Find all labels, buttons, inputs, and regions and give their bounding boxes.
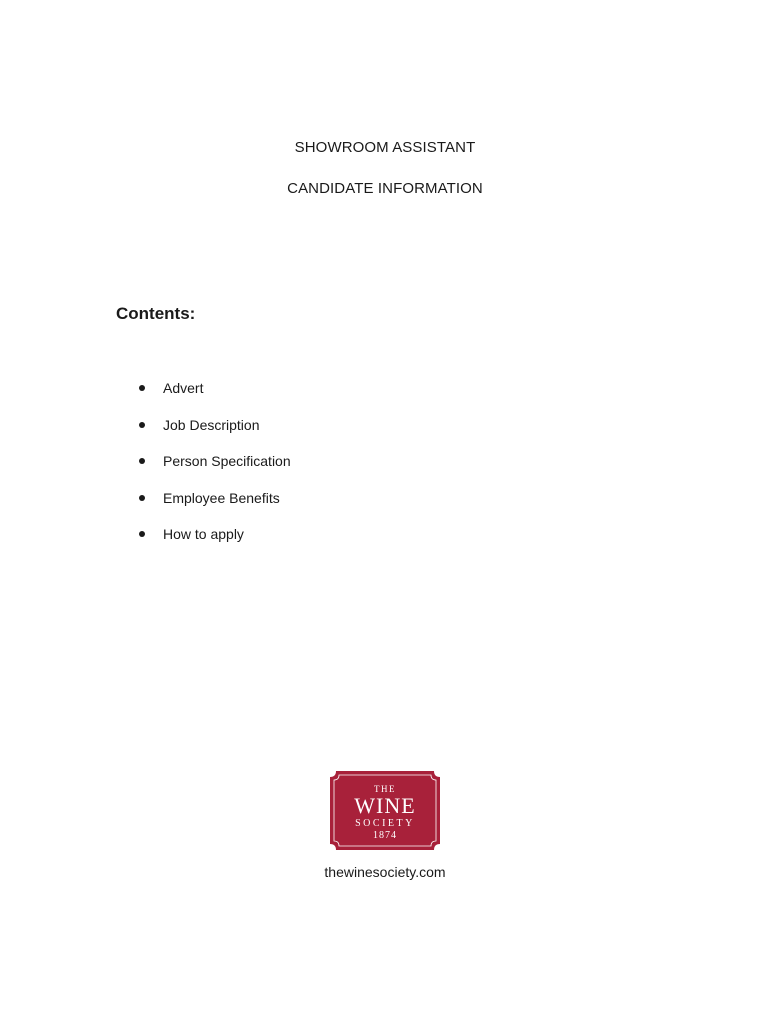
bullet-icon bbox=[139, 495, 145, 501]
contents-item-label: Employee Benefits bbox=[163, 489, 280, 506]
bullet-icon bbox=[139, 385, 145, 391]
contents-list bbox=[133, 378, 291, 561]
document-subtitle: CANDIDATE INFORMATION bbox=[287, 180, 483, 197]
logo-text-society: SOCIETY bbox=[355, 818, 415, 829]
logo-text-the: THE bbox=[374, 784, 396, 794]
contents-heading: Contents: bbox=[116, 304, 196, 323]
bullet-icon bbox=[139, 531, 145, 537]
contents-item-advert bbox=[133, 378, 291, 415]
contents-item-employee-benefits bbox=[133, 488, 291, 525]
bullet-icon bbox=[139, 422, 145, 428]
wine-society-logo bbox=[330, 771, 440, 850]
logo-text-year: 1874 bbox=[373, 830, 397, 841]
contents-item-how-to-apply bbox=[133, 524, 291, 561]
contents-item-label: How to apply bbox=[163, 526, 244, 542]
contents-item-label: Advert bbox=[163, 380, 204, 396]
bullet-icon bbox=[139, 458, 145, 464]
document-title: SHOWROOM ASSISTANT bbox=[294, 139, 476, 156]
contents-item-job-description bbox=[133, 415, 291, 452]
website-url: thewinesociety.com bbox=[324, 864, 446, 880]
logo-text-wine: WINE bbox=[354, 793, 416, 818]
contents-item-label: Person Specification bbox=[163, 453, 291, 469]
contents-item-person-specification bbox=[133, 451, 291, 488]
contents-item-label: Job Description bbox=[163, 416, 260, 433]
